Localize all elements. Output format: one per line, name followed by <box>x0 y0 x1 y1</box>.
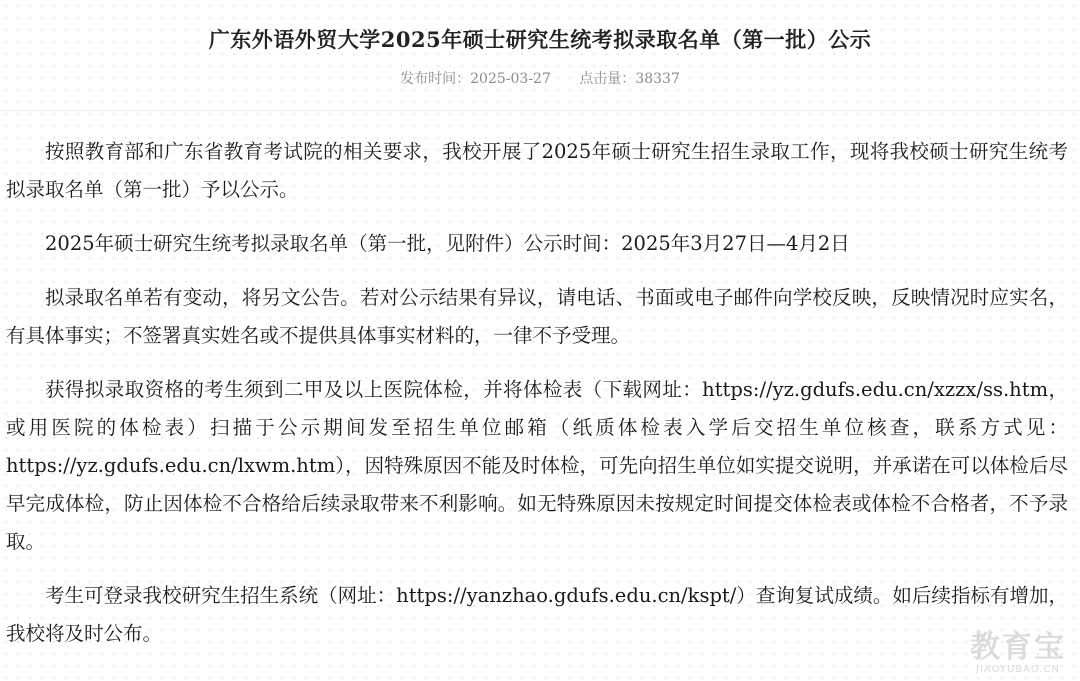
paragraph-3: 拟录取名单若有变动，将另文公告。若对公示结果有异议，请电话、书面或电子邮件向学校反映，反映情况时应实名，有具体事实；不签署真实姓名或不提供具体事实材料的，一律不予受理。 <box>6 286 1068 347</box>
watermark-logo <box>970 632 1066 675</box>
paragraph-1: 按照教育部和广东省教育考试院的相关要求，我校开展了2025年硕士研究生招生录取工作，现将我校硕士研究生统考拟录取名单（第一批）予以公示。 <box>6 140 1068 201</box>
watermark-domain: JIAOYUBAO.CN <box>976 664 1060 675</box>
divider <box>0 110 1080 111</box>
paragraph-2: 2025年硕士研究生统考拟录取名单（第一批，见附件）公示时间：2025年3月27日—4月2日 <box>45 232 850 255</box>
publish-label: 发布时间： <box>400 71 471 87</box>
views-count: 38337 <box>635 71 680 87</box>
paragraph-5: 考生可登录我校研究生招生系统（网址：https://yanzhao.gdufs.edu.cn/kspt/）查询复试成绩。如后续指标有增加，我校将及时公布。 <box>6 584 1068 645</box>
paragraph-4: 获得拟录取资格的考生须到二甲及以上医院体检，并将体检表（下载网址：https://yz.gdufs.edu.cn/xzzx/ss.htm，或用医院的体检表）扫描于公示期间发至招生单位邮箱（纸质体检表入学后交招生单位核查，联系方式见：https://yz.gdufs.edu.cn/lxwm.htm），因特殊原因不能及时体检，可先向招生单位如实提交说明，并承诺在可以体检后尽早完成体检，防止因体检不合格给后续录取带来不利影响。如无特殊原因未按规定时间提交体检表或体检不合格者，不予录取。 <box>6 378 1068 553</box>
publish-date: 2025-03-27 <box>470 71 551 87</box>
watermark-brand: 教育宝 <box>970 630 1066 665</box>
publish-info <box>400 71 551 87</box>
views-info <box>579 71 680 87</box>
page-title: 广东外语外贸大学2025年硕士研究生统考拟录取名单（第一批）公示 <box>208 27 872 52</box>
views-label: 点击量： <box>579 71 636 87</box>
article-meta <box>0 68 1080 88</box>
article-body <box>6 133 1068 669</box>
